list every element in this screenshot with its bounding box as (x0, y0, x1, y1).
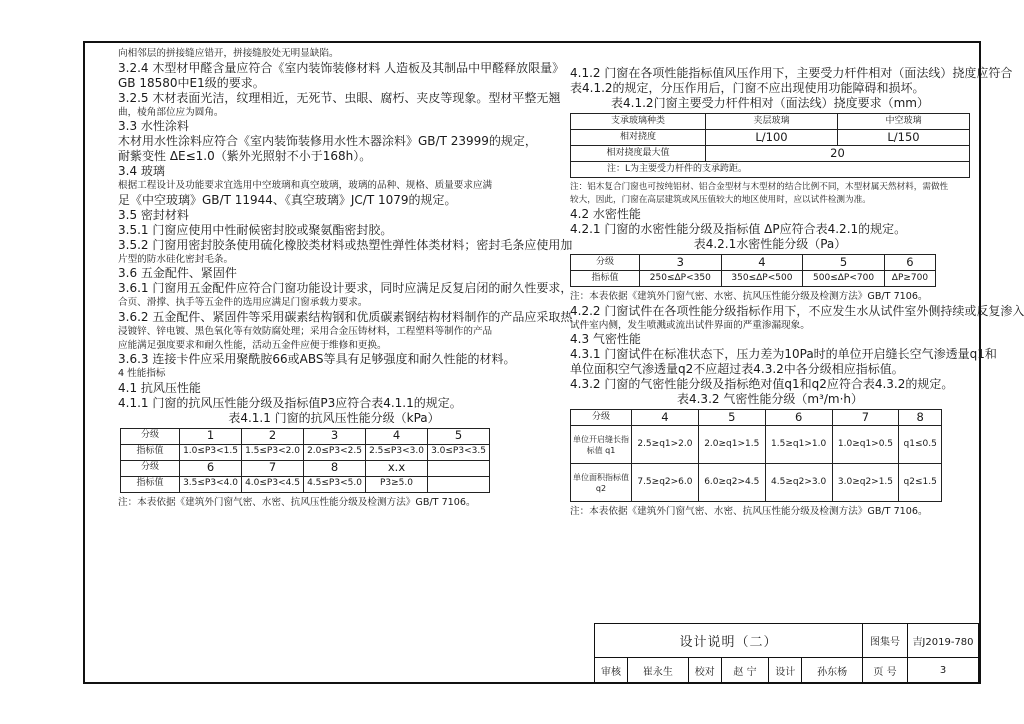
left-column (118, 47, 573, 509)
text-line: 向相邻层的拼接缝应错开，拼接缝胶处无明显缺陷。 (118, 48, 339, 59)
table-cell: 6 (884, 255, 935, 271)
design-name: 孙东杨 (802, 658, 863, 683)
table-cell: 350≤ΔP<500 (721, 271, 803, 287)
table-cell: 1.0≤P3<1.5 (180, 444, 242, 460)
page-number: 3 (908, 658, 979, 683)
table-cell: 单位开启缝长指标值 q1 (571, 426, 632, 464)
text-line: 浸镀锌、锌电镀、黑色氧化等有效防腐处理；采用合金压铸材料，工程塑料等制作的产品 (118, 325, 493, 337)
table-cell (428, 476, 490, 492)
table-cell: 6.0≥q2>4.5 (698, 464, 765, 502)
table-row (571, 426, 942, 464)
table-row (121, 460, 490, 476)
section-3-5-1: 3.5.1 门窗应使用中性耐候密封胶或聚氨酯密封胶。 (118, 222, 393, 237)
section-4-2-2: 4.2.2 门窗试件在各项性能分级指标作用下，不应发生水从试件室外侧持续或反复渗入 (570, 303, 1024, 318)
text-line: 表4.1.2的规定，分压作用后，门窗不应出现使用功能障碍和损坏。 (570, 81, 925, 95)
text-line: GB 18580中E1级的要求。 (118, 75, 265, 90)
page-label: 页 号 (862, 658, 907, 683)
table-cell: 指标值 (121, 476, 180, 492)
table-cell: 分级 (121, 428, 180, 444)
heading-3-5: 3.5 密封材料 (118, 207, 189, 222)
table-cell: 相对挠度最大值 (571, 146, 706, 162)
table-4-1-2 (570, 113, 970, 178)
table-note: 注：铝木复合门窗也可按纯铝材、铝合金型材与木型材的结合比例不同，木型材属天然材料，需做性 (570, 182, 949, 192)
table-cell (428, 460, 490, 476)
table-cell: 1 (180, 428, 242, 444)
table-cell: 夹层玻璃 (706, 114, 838, 130)
table-row (595, 658, 979, 683)
table-4-3-2-caption: 表4.3.2 气密性能分级（m³/m·h） (676, 392, 863, 407)
table-cell: q2≤1.5 (899, 464, 942, 502)
table-row (571, 162, 970, 178)
table-4-3-2 (570, 409, 942, 502)
section-3-6-1: 3.6.1 门窗用五金配件应符合门窗功能设计要求，同时应满足反复启闭的耐久性要求， (118, 281, 573, 296)
atlas-number: 吉J2019-780 (907, 624, 978, 658)
table-cell: 7 (242, 460, 304, 476)
table-cell: 注：L为主要受力杆件的支承跨距。 (571, 162, 970, 178)
table-cell: 7 (832, 410, 899, 426)
section-4-2-1: 4.2.1 门窗的水密性能分级及指标值 ΔP应符合表4.2.1的规定。 (570, 222, 907, 236)
text-line: 足《中空玻璃》GB/T 11944、《真空玻璃》JC/T 1079的规定。 (118, 192, 457, 207)
table-note: 注：本表依据《建筑外门窗气密、水密、抗风压性能分级及检测方法》GB/T 7106。 (570, 506, 928, 518)
table-cell: 支承玻璃种类 (571, 114, 706, 130)
table-cell: 4 (721, 255, 803, 271)
table-cell: 500≤ΔP<700 (803, 271, 885, 287)
table-cell: 3 (640, 255, 722, 271)
section-3-6-3: 3.6.3 连接卡件应采用聚酰胺66或ABS等具有足够强度和耐久性能的材料。 (118, 352, 516, 367)
table-row (121, 428, 490, 444)
heading-4-1: 4.1 抗风压性能 (118, 380, 201, 395)
section-4-1-2: 4.1.2 门窗在各项性能指标值风压作用下，主要受力杆件相对（面法线）挠度应符合 (570, 66, 1013, 80)
table-cell: 7.5≥q2>6.0 (632, 464, 699, 502)
table-cell: x.x (366, 460, 428, 476)
table-cell: ΔP≥700 (884, 271, 935, 287)
title-block (594, 623, 979, 683)
text-line: 木材用水性涂料应符合《室内装饰装修用水性木器涂料》GB/T 23999的规定， (118, 134, 537, 149)
table-4-1-1 (120, 428, 490, 493)
section-4-3-1: 4.3.1 门窗试件在标准状态下，压力差为10Pa时的单位开启缝长空气渗透量q1和 (570, 347, 997, 362)
right-column (570, 66, 1024, 519)
atlas-label: 图集号 (862, 624, 907, 658)
table-cell: 4.5≤P3<5.0 (304, 476, 366, 492)
table-cell: 分级 (571, 410, 632, 426)
table-cell: 指标值 (571, 271, 640, 287)
table-cell: P3≥5.0 (366, 476, 428, 492)
table-row (571, 271, 936, 287)
check-name: 赵 宁 (721, 658, 768, 683)
table-cell: 2.0≤P3<2.5 (304, 444, 366, 460)
table-4-1-1-caption: 表4.1.1 门窗的抗风压性能分级（kPa） (228, 410, 440, 425)
design-label: 设计 (769, 658, 802, 683)
section-4-3-2: 4.3.2 门窗的气密性能分级及指标绝对值q1和q2应符合表4.3.2的规定。 (570, 377, 954, 392)
title-block-table (594, 623, 979, 683)
text-line: 应能满足强度要求和耐久性能，活动五金件应便于维修和更换。 (118, 339, 387, 351)
table-cell: 相对挠度 (571, 130, 706, 146)
table-cell: 8 (304, 460, 366, 476)
heading-4-2: 4.2 水密性能 (570, 207, 641, 221)
table-cell: 3 (304, 428, 366, 444)
table-cell: 5 (698, 410, 765, 426)
table-cell: 4.0≤P3<4.5 (242, 476, 304, 492)
text-line: 单位面积空气渗透量q2不应超过表4.3.2中各分级相应指标值。 (570, 362, 904, 377)
table-cell: 3.0≥q2>1.5 (832, 464, 899, 502)
audit-name: 崔永生 (628, 658, 689, 683)
table-cell: 分级 (571, 255, 640, 271)
table-cell: 3.0≤P3<3.5 (428, 444, 490, 460)
table-cell: L/100 (706, 130, 838, 146)
heading-4: 4 性能指标 (118, 368, 166, 380)
table-row (121, 444, 490, 460)
table-cell: 4 (366, 428, 428, 444)
table-cell: 5 (428, 428, 490, 444)
table-4-2-1 (570, 254, 936, 287)
table-cell: 分级 (121, 460, 180, 476)
text-line: 片型的防水硅化密封毛条。 (118, 253, 234, 265)
text-line: 根据工程设计及功能要求宜选用中空玻璃和真空玻璃，玻璃的品种、规格、质量要求应满 (118, 180, 493, 192)
table-cell: 1.5≥q1>1.0 (765, 426, 832, 464)
audit-label: 审核 (595, 658, 628, 683)
table-cell: q1≤0.5 (899, 426, 942, 464)
section-3-6-2: 3.6.2 五金配件、紧固件等采用碳素结构钢和优质碳素钢结构材料制作的产品应采取热 (118, 309, 573, 324)
table-cell: 2.5≤P3<3.0 (366, 444, 428, 460)
text-line: 合页、滑撑、执手等五金件的选用应满足门窗承载力要求。 (118, 297, 368, 309)
table-4-2-1-caption: 表4.2.1水密性能分级（Pa） (693, 237, 847, 251)
table-row (571, 410, 942, 426)
table-cell: 4 (632, 410, 699, 426)
table-row (571, 130, 970, 146)
table-cell: 8 (899, 410, 942, 426)
table-cell: 4.5≥q2>3.0 (765, 464, 832, 502)
table-note: 较大，因此，门窗在高层建筑或风压值较大的地区使用时，应以试件检测为准。 (570, 195, 871, 205)
section-4-1-1: 4.1.1 门窗的抗风压性能分级及指标值P3应符合表4.1.1的规定。 (118, 395, 462, 410)
check-label: 校对 (688, 658, 721, 683)
table-row (571, 114, 970, 130)
table-cell: 3.5≤P3<4.0 (180, 476, 242, 492)
heading-4-3: 4.3 气密性能 (570, 332, 641, 347)
table-cell: 6 (180, 460, 242, 476)
table-row (571, 464, 942, 502)
table-cell: 250≤ΔP<350 (640, 271, 722, 287)
table-cell: 6 (765, 410, 832, 426)
table-row (571, 146, 970, 162)
table-cell: 20 (706, 146, 970, 162)
table-row (121, 476, 490, 492)
table-cell: 2 (242, 428, 304, 444)
table-cell: 单位面积指标值 q2 (571, 464, 632, 502)
table-row (595, 624, 979, 658)
table-cell: 中空玻璃 (838, 114, 970, 130)
section-3-2-5: 3.2.5 木材表面光洁，纹理相近，无死节、虫眼、腐朽、夹皮等现象。型材平整无翘 (118, 90, 561, 105)
table-note: 注：本表依据《建筑外门窗气密、水密、抗风压性能分级及检测方法》GB/T 7106。 (570, 291, 928, 302)
table-cell: 指标值 (121, 444, 180, 460)
heading-3-6: 3.6 五金配件、紧固件 (118, 266, 237, 281)
table-cell: 2.0≥q1>1.5 (698, 426, 765, 464)
table-note: 注：本表依据《建筑外门窗气密、水密、抗风压性能分级及检测方法》GB/T 7106。 (118, 496, 476, 508)
section-3-2-4: 3.2.4 木型材甲醛含量应符合《室内装饰装修材料 人造板及其制品中甲醛释放限量》 (118, 60, 565, 75)
text-line: 耐紫变性 ΔE≤1.0（紫外光照射不小于168h）。 (118, 149, 372, 164)
section-3-5-2: 3.5.2 门窗用密封胶条使用硫化橡胶类材料或热塑性弹性体类材料；密封毛条应使用加 (118, 237, 573, 252)
table-cell: 2.5≥q1>2.0 (632, 426, 699, 464)
heading-3-4: 3.4 玻璃 (118, 164, 165, 179)
text-line: 曲，棱角部位应为圆角。 (118, 106, 224, 118)
drawing-title: 设计说明（二） (595, 624, 863, 658)
table-cell: 5 (803, 255, 885, 271)
table-cell: 1.0≥q1>0.5 (832, 426, 899, 464)
heading-3-3: 3.3 水性涂料 (118, 119, 189, 134)
table-cell: 1.5≤P3<2.0 (242, 444, 304, 460)
table-4-1-2-caption: 表4.1.2门窗主要受力杆件相对（面法线）挠度要求（mm） (611, 96, 929, 110)
table-cell: L/150 (838, 130, 970, 146)
text-line: 试件室内侧，发生喷溅或流出试件界面的严重渗漏现象。 (570, 319, 810, 331)
table-row (571, 255, 936, 271)
